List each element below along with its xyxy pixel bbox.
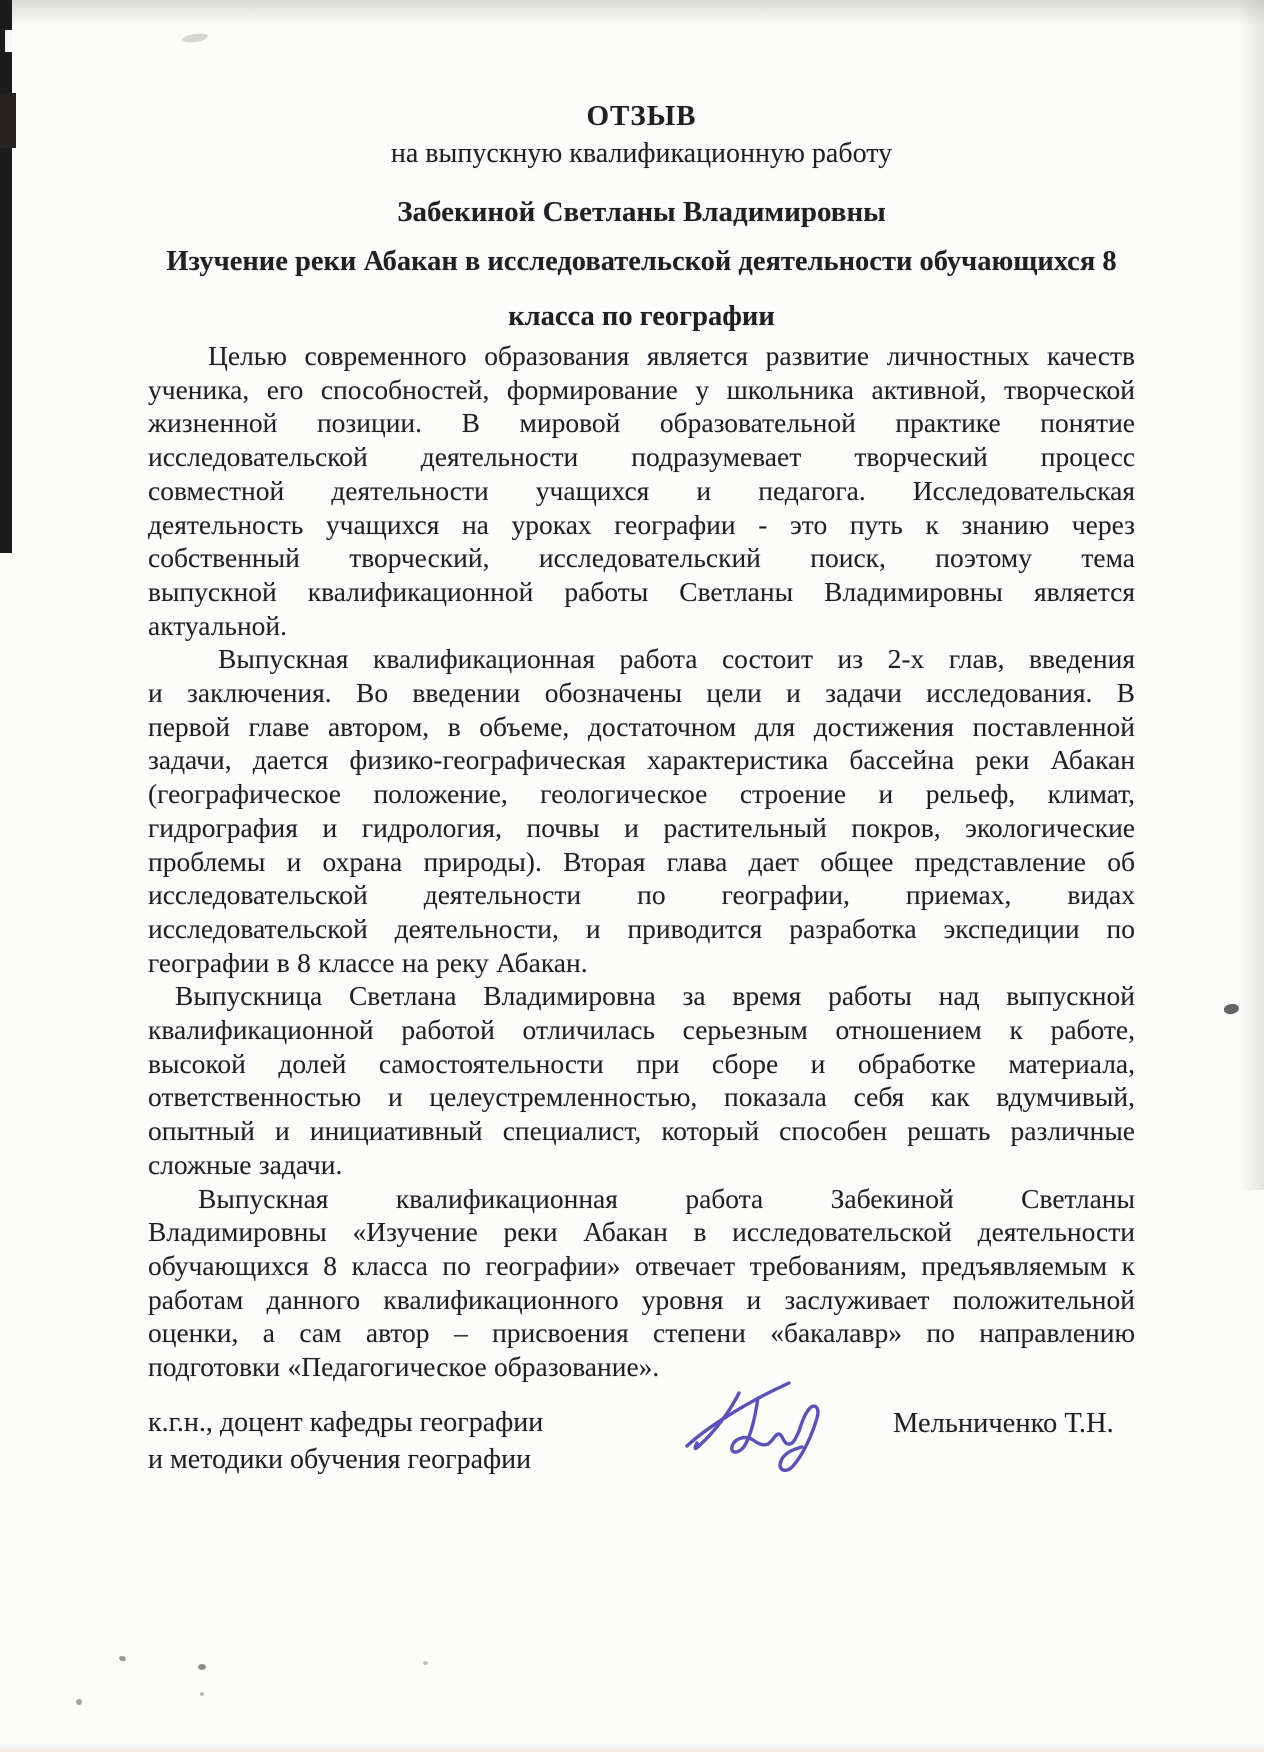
scan-speck: [198, 1664, 206, 1670]
text-line: гидрография и гидрология, почвы и растительный покров, экологические: [148, 811, 1135, 843]
text-line: работам данного квалификационного уровня и заслуживает положительной: [148, 1283, 1135, 1315]
text-line: ответственностью и целеустремленностью, показала себя как вдумчивый,: [148, 1081, 1135, 1113]
paragraph: [148, 979, 1135, 1181]
work-title-line-1: Изучение реки Абакан в исследовательской деятельности обучающихся 8: [166, 246, 1117, 277]
body-paragraphs: [148, 339, 1135, 1384]
text-line: исследовательской деятельности по географии, приемах, видах: [148, 879, 1135, 911]
signer-position-line-2: и методики обучения географии: [148, 1443, 532, 1475]
text-line: исследовательской деятельности, и приводится разработка экспедиции по: [148, 912, 1135, 944]
scan-edge-left-bump: [0, 93, 16, 148]
text-line: проблемы и охрана природы). Вторая глава дает общее представление об: [148, 845, 1135, 877]
text-line: деятельность учащихся на уроках географии - это путь к знанию через: [148, 508, 1135, 540]
paragraph: [148, 1182, 1135, 1384]
paragraph: [148, 642, 1135, 979]
work-title-line-2: класса по географии: [508, 301, 775, 332]
document-author-name: Забекиной Светланы Владимировны: [397, 196, 886, 228]
text-line: опытный и инициативный специалист, который способен решать различные: [148, 1115, 1135, 1147]
text-line: актуальной.: [148, 609, 288, 641]
paragraph: [148, 339, 1135, 642]
text-line: оценки, а сам автор – присвоения степени «бакалавр» по направлению: [148, 1317, 1135, 1349]
signer-position-line-1: к.г.н., доцент кафедры географии: [148, 1406, 544, 1438]
scan-edge-left-gap: [5, 30, 12, 52]
scan-edge-bottom-tint: [0, 1742, 1264, 1752]
signature-block: [148, 1404, 1135, 1564]
text-line: задачи, дается физико-географическая характеристика бассейна реки Абакан: [148, 744, 1135, 776]
text-line: (географическое положение, геологическое строение и рельеф, климат,: [148, 778, 1135, 810]
text-line: подготовки «Педагогическое образование».: [148, 1351, 660, 1383]
scan-speck: [200, 1692, 204, 1696]
text-line: первой главе автором, в объеме, достаточном для достижения поставленной: [148, 710, 1135, 742]
text-line: квалификационной работой отличилась серьезным отношением к работе,: [148, 1014, 1135, 1046]
document-text-column: [148, 98, 1135, 1564]
scan-edge-top-shadow: [0, 0, 1264, 26]
text-line: Владимировны «Изучение реки Абакан в исследовательской деятельности: [148, 1216, 1135, 1248]
text-line: исследовательской деятельности подразумевает творческий процесс: [148, 441, 1135, 473]
text-line: высокой долей самостоятельности при сборе и обработке материала,: [148, 1047, 1135, 1079]
text-line: Выпускная квалификационная работа Забекиной Светланы: [198, 1182, 1135, 1214]
scan-smudge: [182, 32, 209, 44]
signer-name: Мельниченко Т.Н.: [893, 1407, 1114, 1439]
scan-speck: [423, 1661, 428, 1665]
text-line: совместной деятельности учащихся и педагога. Исследовательская: [148, 474, 1135, 506]
text-line: Выпускница Светлана Владимировна за время работы над выпускной: [175, 980, 1135, 1012]
document-title: ОТЗЫВ: [586, 100, 697, 132]
text-line: собственный творческий, исследовательский поиск, поэтому тема: [148, 542, 1135, 574]
text-line: сложные задачи.: [148, 1148, 343, 1180]
document-subtitle: на выпускную квалификационную работу: [390, 138, 893, 169]
text-line: обучающихся 8 класса по географии» отвечает требованиям, предъявляемым к: [148, 1249, 1135, 1281]
text-line: выпускной квалификационной работы Светланы Владимировны является: [148, 575, 1135, 607]
handwritten-signature-icon: [653, 1366, 903, 1546]
scan-speck: [76, 1699, 82, 1705]
text-line: Выпускная квалификационная работа состоит из 2-х глав, введения: [218, 643, 1135, 675]
text-line: жизненной позиции. В мировой образовательной практике понятие: [148, 407, 1135, 439]
text-line: географии в 8 классе на реку Абакан.: [148, 946, 588, 978]
text-line: Целью современного образования является развитие личностных качеств: [208, 340, 1135, 371]
scan-edge-left-strip: [0, 0, 12, 553]
text-line: ученика, его способностей, формирование у школьника активной, творческой: [148, 373, 1135, 405]
scan-speck: [118, 1655, 126, 1662]
text-line: и заключения. Во введении обозначены цели и задачи исследования. В: [148, 677, 1135, 709]
scan-edge-right-shadow: [1238, 0, 1264, 1190]
